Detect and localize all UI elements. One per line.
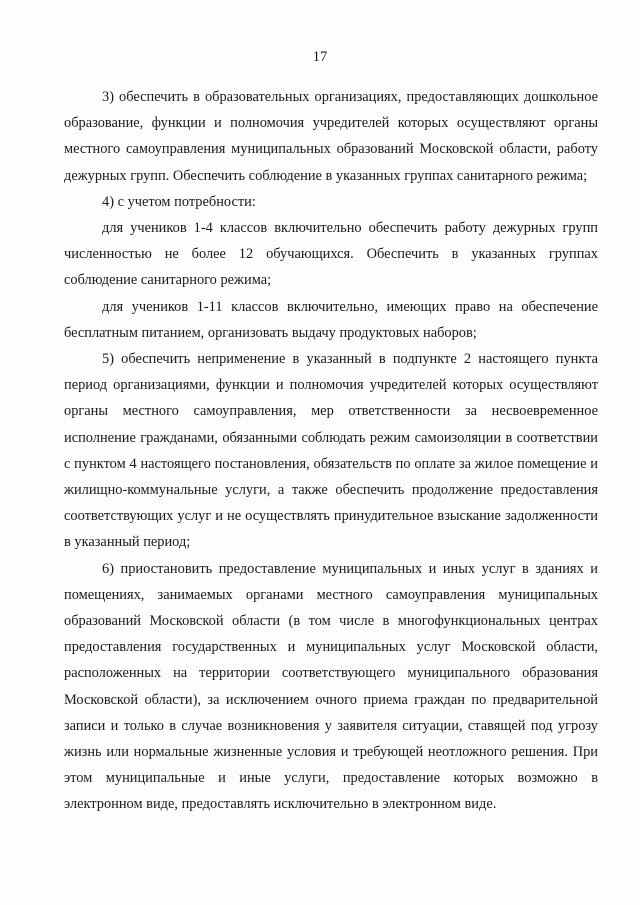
paragraph-item-4-grades-1-4: для учеников 1-4 классов включительно обеспечить работу дежурных групп численностью не более 12 обучающихся. Обеспечить в указанных группах соблюдение санитарного режима; xyxy=(64,220,598,289)
document-body xyxy=(64,84,598,818)
paragraph-item-3: 3) обеспечить в образовательных организациях, предоставляющих дошкольное образование, функции и полномочия учредителей которых осуществляют органы местного самоуправления муниципальных образований Московской области, работу дежурных групп. Обеспечить соблюдение в указанных группах санитарного режима; xyxy=(64,89,598,184)
paragraph-item-6: 6) приостановить предоставление муниципальных и иных услуг в зданиях и помещениях, занимаемых органами местного самоуправления муниципальных образований Московской области (в том числе в многофункциональных центрах предоставления государственных и муниципальных услуг Московской области, расположенных на территории соответствующего муниципального образования Московской области), за исключением очного приема граждан по предварительной записи и только в случае возникновения у заявителя ситуации, ставящей под угрозу жизнь или нормальные жизненные условия и требующей неотложного решения. При этом муниципальные и иные услуги, предоставление которых возможно в электронном виде, предоставлять исключительно в электронном виде. xyxy=(64,560,598,813)
paragraph-item-4-grades-1-11: для учеников 1-11 классов включительно, имеющих право на обеспечение бесплатным питанием, организовать выдачу продуктовых наборов; xyxy=(64,298,598,341)
page-number: 17 xyxy=(312,49,328,65)
paragraph-item-5: 5) обеспечить неприменение в указанный в подпункте 2 настоящего пункта период организациями, функции и полномочия учредителей которых осуществляют органы местного самоуправления, мер ответственности за несвоевременное исполнение гражданами, обязанными соблюдать режим самоизоляции в соответствии с пунктом 4 настоящего постановления, обязательств по оплате за жилое помещение и жилищно-коммунальные услуги, а также обеспечить продолжение предоставления соответствующих услуг и не осуществлять принудительное взыскание задолженности в указанный период; xyxy=(64,351,598,551)
paragraph-item-4: 4) с учетом потребности: xyxy=(102,193,256,210)
